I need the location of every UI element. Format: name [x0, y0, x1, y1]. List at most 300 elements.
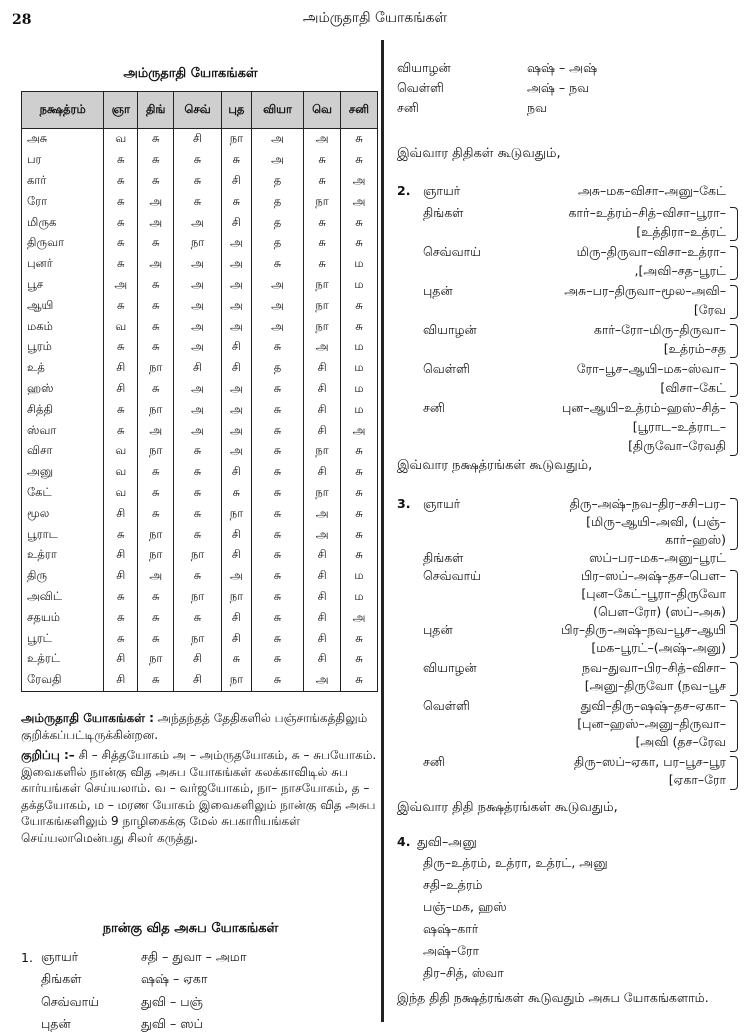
- sec2-day: திங்கள்: [423, 205, 463, 222]
- sec2-line: ,[அவி–சத–பூரட்: [634, 263, 726, 280]
- yoga-cell: நா: [174, 587, 222, 608]
- nakshatra-sentence: இவ்வார நக்ஷத்ரங்கள் கூடுவதும்,: [397, 458, 592, 474]
- yoga-cell: நா: [174, 545, 222, 566]
- yoga-cell: சி: [304, 545, 341, 566]
- table-row: [22, 566, 378, 587]
- asubha-day: ஞாயர்: [41, 949, 141, 966]
- sec2-day: வெள்ளி: [423, 361, 470, 378]
- asubha-day: வெள்ளி: [397, 80, 527, 100]
- yoga-cell: சு: [251, 545, 303, 566]
- sec3-line: கார்–ஹஸ்): [665, 532, 726, 549]
- notes-para-1: [21, 710, 378, 743]
- yoga-cell: அ: [221, 316, 251, 337]
- sec3-day: புதன்: [423, 622, 453, 639]
- yoga-cell: சு: [104, 587, 138, 608]
- asubha-day: சனி: [397, 100, 527, 120]
- yoga-cell: சு: [340, 212, 377, 233]
- sec3-line: [புன–ஹஸ்–அனு–திருவா–: [577, 716, 726, 733]
- page-number: 28: [12, 12, 31, 28]
- yoga-cell: அ: [221, 441, 251, 462]
- asubha-continuation: [397, 60, 742, 120]
- yoga-cell: சு: [251, 379, 303, 400]
- yoga-cell: அ: [138, 254, 174, 275]
- yoga-cell: சு: [138, 670, 174, 691]
- yoga-cell: அ: [138, 191, 174, 212]
- yoga-cell: சி: [174, 358, 222, 379]
- yoga-cell: சு: [138, 233, 174, 254]
- column-header-day: செவ்: [174, 92, 222, 129]
- yoga-cell: சி: [304, 399, 341, 420]
- yoga-cell: சு: [251, 483, 303, 504]
- yoga-cell: அ: [251, 129, 303, 150]
- yoga-cell: அ: [174, 337, 222, 358]
- table-row: [22, 649, 378, 670]
- nakshatra-cell: ஆயி: [22, 295, 104, 316]
- nakshatra-cell: ரோ: [22, 191, 104, 212]
- table-header-row: [22, 92, 378, 129]
- table-row: [22, 295, 378, 316]
- sec4-line: திரு–உத்ரம், உத்ரா, உத்ரட், அனு: [423, 855, 608, 872]
- yoga-cell: சு: [104, 171, 138, 192]
- yoga-cell: த: [251, 358, 303, 379]
- yoga-cell: சு: [174, 503, 222, 524]
- nakshatra-cell: புனர்: [22, 254, 104, 275]
- table-body: [22, 129, 378, 692]
- yoga-cell: சு: [340, 545, 377, 566]
- asubha-day: வியாழன்: [397, 60, 527, 80]
- brace: [730, 363, 738, 397]
- yoga-cell: சு: [174, 462, 222, 483]
- sec3-line: நவ–துவா–பிர–சித்–விசா–: [582, 660, 726, 677]
- yoga-cell: நா: [304, 316, 341, 337]
- nakshatra-cell: சித்தி: [22, 399, 104, 420]
- yoga-cell: நா: [304, 483, 341, 504]
- yoga-cell: சு: [104, 420, 138, 441]
- yoga-cell: நா: [221, 587, 251, 608]
- sec4-line: ஷஷ்–கார்: [423, 921, 478, 938]
- yoga-cell: நா: [138, 545, 174, 566]
- yoga-cell: த: [251, 212, 303, 233]
- asubha-combo: அஷ் – நவ: [527, 80, 589, 100]
- brace: [730, 756, 738, 790]
- yoga-cell: சி: [221, 524, 251, 545]
- nakshatra-cell: திருவா: [22, 233, 104, 254]
- section-4-number: 4.: [397, 834, 410, 849]
- yoga-cell: அ: [221, 379, 251, 400]
- sec2-day: ஞாயர்: [423, 183, 460, 200]
- column-header-nakshatra: நக்ஷத்ரம்: [22, 92, 104, 129]
- asubha-row: [397, 100, 742, 120]
- yoga-cell: சு: [251, 607, 303, 628]
- table-row: [22, 191, 378, 212]
- yoga-cell: அ: [174, 295, 222, 316]
- yoga-cell: சி: [304, 462, 341, 483]
- nakshatra-cell: அனு: [22, 462, 104, 483]
- sec2-line: கார்–ரோ–மிரு–திருவா–: [594, 322, 726, 339]
- yoga-cell: அ: [221, 295, 251, 316]
- asubha-combo: சதி – துவா – அமா: [141, 949, 341, 966]
- notes-section: [21, 710, 378, 846]
- yoga-cell: நா: [304, 275, 341, 296]
- sec3-day: வெள்ளி: [423, 698, 470, 715]
- yoga-cell: நா: [221, 670, 251, 691]
- yoga-cell: சு: [340, 129, 377, 150]
- table-row: [22, 420, 378, 441]
- table-row: [22, 545, 378, 566]
- yoga-cell: சு: [104, 295, 138, 316]
- column-header-day: ஞா: [104, 92, 138, 129]
- yoga-cell: அ: [221, 566, 251, 587]
- sec4-line: அஷ்–ரோ: [423, 943, 479, 960]
- asubha-row: [21, 969, 341, 992]
- yoga-cell: அ: [221, 399, 251, 420]
- yoga-cell: சி: [221, 337, 251, 358]
- table-row: [22, 628, 378, 649]
- yoga-cell: சு: [174, 441, 222, 462]
- yoga-cell: சி: [304, 420, 341, 441]
- asubha-title: நான்கு வித அசுப யோகங்கள்: [0, 921, 381, 937]
- yoga-cell: சு: [104, 337, 138, 358]
- yoga-cell: சு: [304, 254, 341, 275]
- yoga-cell: சி: [104, 670, 138, 691]
- asubha-combo: ஷஷ் – ஏகா: [141, 971, 341, 988]
- yoga-cell: சு: [138, 483, 174, 504]
- yoga-cell: அ: [138, 212, 174, 233]
- yoga-cell: அ: [174, 420, 222, 441]
- yoga-cell: ம: [340, 566, 377, 587]
- yoga-cell: அ: [138, 566, 174, 587]
- yoga-cell: சு: [304, 233, 341, 254]
- yoga-cell: நா: [174, 233, 222, 254]
- yoga-cell: அ: [221, 233, 251, 254]
- table-row: [22, 524, 378, 545]
- yoga-cell: சு: [138, 129, 174, 150]
- yoga-cell: சி: [221, 545, 251, 566]
- yoga-cell: ம: [340, 358, 377, 379]
- yoga-cell: சி: [221, 607, 251, 628]
- nakshatra-cell: விசா: [22, 441, 104, 462]
- yoga-cell: சு: [138, 607, 174, 628]
- yoga-cell: சு: [304, 171, 341, 192]
- yoga-cell: அ: [174, 254, 222, 275]
- yoga-cell: சு: [251, 399, 303, 420]
- yoga-cell: த: [251, 191, 303, 212]
- yoga-cell: அ: [251, 316, 303, 337]
- yoga-cell: அ: [221, 254, 251, 275]
- table-row: [22, 462, 378, 483]
- table-row: [22, 212, 378, 233]
- yoga-cell: சி: [304, 587, 341, 608]
- yoga-cell: சி: [104, 566, 138, 587]
- nakshatra-cell: கார்: [22, 171, 104, 192]
- sec3-day: ஞாயர்: [423, 496, 460, 513]
- yoga-cell: சி: [221, 171, 251, 192]
- yoga-cell: சு: [174, 150, 222, 171]
- sec2-day: புதன்: [423, 283, 453, 300]
- column-header-day: வியா: [251, 92, 303, 129]
- sec3-line: பிர–திரு–அஷ்–நவ–பூச–ஆயி: [561, 622, 726, 639]
- table-title: அம்ருதாதி யோகங்கள்: [0, 66, 381, 82]
- table-row: [22, 275, 378, 296]
- sec3-line: ஸப்–பர–மக–அனு–பூரட்: [589, 550, 726, 567]
- table-row: [22, 150, 378, 171]
- yoga-cell: அ: [174, 399, 222, 420]
- yoga-cell: அ: [304, 670, 341, 691]
- nakshatra-cell: சதயம்: [22, 607, 104, 628]
- yoga-cell: சி: [174, 670, 222, 691]
- nakshatra-cell: பூராட: [22, 524, 104, 545]
- yoga-cell: சி: [104, 545, 138, 566]
- yoga-cell: சு: [138, 587, 174, 608]
- yoga-cell: சு: [104, 150, 138, 171]
- brace: [730, 498, 738, 550]
- yoga-cell: சு: [104, 254, 138, 275]
- sec3-day: செவ்வாய்: [423, 568, 481, 585]
- yoga-cell: சி: [221, 628, 251, 649]
- table-row: [22, 587, 378, 608]
- yoga-cell: சு: [138, 171, 174, 192]
- yoga-cell: சு: [340, 524, 377, 545]
- yoga-cell: சி: [304, 628, 341, 649]
- sec2-line: [விசா–கேட்: [660, 380, 726, 397]
- yoga-cell: சு: [251, 649, 303, 670]
- table-row: [22, 358, 378, 379]
- sec3-line: [புன–கேட்–பூரா–திருவோ: [581, 586, 726, 603]
- yoga-cell: ம: [340, 337, 377, 358]
- nakshatra-cell: ரேவதி: [22, 670, 104, 691]
- sec2-line: அசு–பர–திருவா–மூல–அவி–: [564, 283, 726, 300]
- asubha-day: புதன்: [41, 1016, 141, 1033]
- yoga-cell: சு: [340, 649, 377, 670]
- table-row: [22, 337, 378, 358]
- yoga-cell: அ: [104, 275, 138, 296]
- yoga-cell: அ: [340, 607, 377, 628]
- sec2-line: [பூராட–உத்ராட–: [633, 419, 726, 436]
- yoga-cell: சு: [340, 670, 377, 691]
- sec3-day: திங்கள்: [423, 550, 463, 567]
- column-header-day: புத: [221, 92, 251, 129]
- yoga-cell: சு: [340, 462, 377, 483]
- yoga-cell: ம: [340, 399, 377, 420]
- yoga-cell: நா: [138, 358, 174, 379]
- yoga-cell: அ: [174, 275, 222, 296]
- nakshatra-cell: மகம்: [22, 316, 104, 337]
- tithi-nakshatra-sentence: இவ்வார திதி நக்ஷத்ரங்கள் கூடுவதும்,: [397, 800, 618, 816]
- yoga-cell: சு: [104, 399, 138, 420]
- nakshatra-cell: உத்: [22, 358, 104, 379]
- yoga-cell: சு: [251, 503, 303, 524]
- nakshatra-cell: அசு: [22, 129, 104, 150]
- column-divider: [381, 40, 384, 1022]
- yoga-cell: சு: [340, 295, 377, 316]
- yoga-cell: சு: [340, 441, 377, 462]
- sec3-line: [அனு–திருவோ (நவ–பூச: [585, 678, 726, 695]
- sec2-line: [ரேவ: [694, 302, 726, 319]
- nakshatra-cell: அவிட்: [22, 587, 104, 608]
- table-row: [22, 607, 378, 628]
- yoga-cell: சு: [104, 607, 138, 628]
- sec4-line: திர–சித், ஸ்வா: [423, 965, 504, 982]
- sec3-line: பிர–ஸப்–அஷ்–தச–பௌ–: [581, 568, 726, 585]
- yoga-cell: சு: [138, 503, 174, 524]
- running-title: அம்ருதாதி யோகங்கள்: [0, 10, 750, 28]
- yoga-cell: சு: [221, 150, 251, 171]
- yoga-cell: சு: [304, 150, 341, 171]
- table-row: [22, 233, 378, 254]
- brace: [730, 207, 738, 241]
- sec2-line: [உத்திரா–உத்ரட்: [636, 224, 726, 241]
- yoga-cell: சி: [104, 358, 138, 379]
- yoga-cell: நா: [138, 524, 174, 545]
- yoga-cell: சு: [340, 233, 377, 254]
- yoga-cell: சு: [104, 524, 138, 545]
- yoga-cell: சு: [340, 628, 377, 649]
- asubha-combo: துவி – பஞ்: [141, 994, 341, 1011]
- yoga-cell: நா: [304, 191, 341, 212]
- yoga-cell: அ: [251, 295, 303, 316]
- column-header-day: வெ: [304, 92, 341, 129]
- yoga-cell: சி: [221, 212, 251, 233]
- nakshatra-cell: பூரட்: [22, 628, 104, 649]
- yoga-cell: சு: [221, 649, 251, 670]
- yoga-cell: சு: [221, 483, 251, 504]
- sec3-line: [மிரு–ஆயி–அவி, (பஞ்–: [586, 514, 726, 531]
- brace: [730, 700, 738, 752]
- sec4-line: சதி–உத்ரம்: [423, 877, 482, 894]
- notes-para-2-label: குறிப்பு :–: [21, 748, 75, 762]
- yoga-cell: சு: [251, 462, 303, 483]
- column-header-day: திங்: [138, 92, 174, 129]
- yoga-cell: அ: [340, 171, 377, 192]
- sec3-line: (பௌ–ரோ) (ஸப்–அசு): [593, 604, 726, 621]
- yoga-cell: அ: [221, 420, 251, 441]
- yoga-cell: நா: [174, 628, 222, 649]
- yoga-cell: சி: [174, 129, 222, 150]
- nakshatra-cell: பூச: [22, 275, 104, 296]
- yoga-cell: அ: [304, 524, 341, 545]
- sec2-line: புன–ஆயி–உத்ரம்–ஹஸ்–சித்–: [562, 400, 726, 417]
- table-row: [22, 670, 378, 691]
- yoga-cell: சி: [104, 649, 138, 670]
- brace: [730, 402, 738, 456]
- asubha-row: [21, 1014, 341, 1036]
- yoga-cell: சு: [138, 275, 174, 296]
- yoga-cell: சு: [104, 212, 138, 233]
- sec3-day: வியாழன்: [423, 660, 477, 677]
- yoga-cell: சி: [104, 503, 138, 524]
- yoga-cell: அ: [340, 420, 377, 441]
- nakshatra-cell: உத்ரா: [22, 545, 104, 566]
- sec2-line: [உத்ரம்–சத: [664, 341, 726, 358]
- yoga-cell: சி: [304, 649, 341, 670]
- sec2-day: வியாழன்: [423, 322, 477, 339]
- yoga-cell: நா: [221, 129, 251, 150]
- yoga-cell: வ: [104, 462, 138, 483]
- yoga-cell: சு: [138, 150, 174, 171]
- sec2-line: [திருவோ–ரேவதி: [628, 438, 726, 455]
- yoga-cell: ம: [340, 254, 377, 275]
- asubha-number: 1.: [21, 950, 41, 965]
- yoga-cell: சு: [340, 503, 377, 524]
- yoga-cell: அ: [174, 379, 222, 400]
- yoga-cell: வ: [104, 316, 138, 337]
- asubha-row: [397, 80, 742, 100]
- sec3-line: துவி–திரு–ஷஷ்–தச–ஏகா–: [581, 698, 726, 715]
- notes-para-2-text: சி – சித்தயோகம் அ – அம்ருதயோகம், சு – சுபயோகம். இவைகளில் நான்கு வித அசுப யோகங்கள் கலக்காவிடில் சுப கார்யங்கள் செய்யலாம். வ – வர்ஜயோகம், நா– நாசயோகம், த – தக்தயோகம், ம – மரண யோகம் இவைகளிலும் நான்கு வித அசுப யோகங்களிலும் 9 நாழிகைக்கு மேல் சுபகாரியங்கள் செய்யலாமென்பது சிலர் கருத்து.: [21, 748, 376, 845]
- asubha-list: [21, 946, 341, 1036]
- sec2-line: மிரு–திருவா–விசா–உத்ரா–: [577, 244, 726, 261]
- sec2-line: ரோ–பூச–ஆயி–மக–ஸ்வா–: [577, 361, 726, 378]
- table-row: [22, 503, 378, 524]
- asubha-combo: ஷஷ் – அஷ்: [527, 60, 597, 80]
- yoga-cell: நா: [138, 399, 174, 420]
- yoga-cell: அ: [174, 316, 222, 337]
- brace: [730, 285, 738, 319]
- tithi-sentence: இவ்வார திதிகள் கூடுவதும்,: [397, 146, 561, 162]
- yoga-cell: சு: [251, 587, 303, 608]
- column-header-day: சனி: [340, 92, 377, 129]
- sec2-day: சனி: [423, 400, 445, 417]
- yoga-cell: சி: [104, 379, 138, 400]
- yoga-cell: சி: [304, 607, 341, 628]
- yoga-cell: சு: [340, 316, 377, 337]
- table-row: [22, 316, 378, 337]
- sec3-line: [ஏகா–ரோ: [669, 772, 726, 789]
- yoga-cell: த: [251, 233, 303, 254]
- yoga-cell: நா: [138, 441, 174, 462]
- yoga-cell: சு: [138, 337, 174, 358]
- yoga-cell: சு: [251, 524, 303, 545]
- sec2-day: செவ்வாய்: [423, 244, 481, 261]
- yoga-cell: சு: [304, 212, 341, 233]
- nakshatra-cell: ஸ்வா: [22, 420, 104, 441]
- nakshatra-cell: ஹஸ்: [22, 379, 104, 400]
- table-row: [22, 254, 378, 275]
- yoga-cell: சு: [104, 233, 138, 254]
- yoga-cell: அ: [340, 191, 377, 212]
- yoga-cell: அ: [251, 275, 303, 296]
- yoga-cell: அ: [174, 212, 222, 233]
- table-row: [22, 441, 378, 462]
- table-row: [22, 483, 378, 504]
- yoga-cell: நா: [304, 295, 341, 316]
- nakshatra-cell: கேட்: [22, 483, 104, 504]
- table-row: [22, 129, 378, 150]
- yoga-cell: சு: [138, 379, 174, 400]
- sec3-line: [மக–பூரட்–(அஷ்–அனு): [591, 640, 726, 657]
- table-row: [22, 379, 378, 400]
- nakshatra-cell: உத்ரட்: [22, 649, 104, 670]
- nakshatra-cell: மூல: [22, 503, 104, 524]
- yoga-cell: அ: [138, 420, 174, 441]
- sec3-line: திரு–ஸப்–ஏகா, பர–பூச–பூர: [574, 754, 726, 771]
- yoga-cell: சு: [340, 150, 377, 171]
- yoga-cell: அ: [304, 337, 341, 358]
- notes-para-2: [21, 747, 378, 846]
- asubha-row: [21, 946, 341, 969]
- yoga-cell: சு: [138, 462, 174, 483]
- yoga-cell: அ: [304, 129, 341, 150]
- nakshatra-cell: திரு: [22, 566, 104, 587]
- yoga-cell: சு: [104, 191, 138, 212]
- yoga-cell: சு: [251, 566, 303, 587]
- yoga-cell: சு: [174, 191, 222, 212]
- yoga-cell: சி: [304, 379, 341, 400]
- asubha-day: திங்கள்: [41, 971, 141, 988]
- sec2-line: அசு–மக–விசா–அனு–கேட்: [578, 183, 726, 200]
- sec4-first-line: துவி–அனு: [417, 834, 477, 851]
- yoga-cell: அ: [251, 150, 303, 171]
